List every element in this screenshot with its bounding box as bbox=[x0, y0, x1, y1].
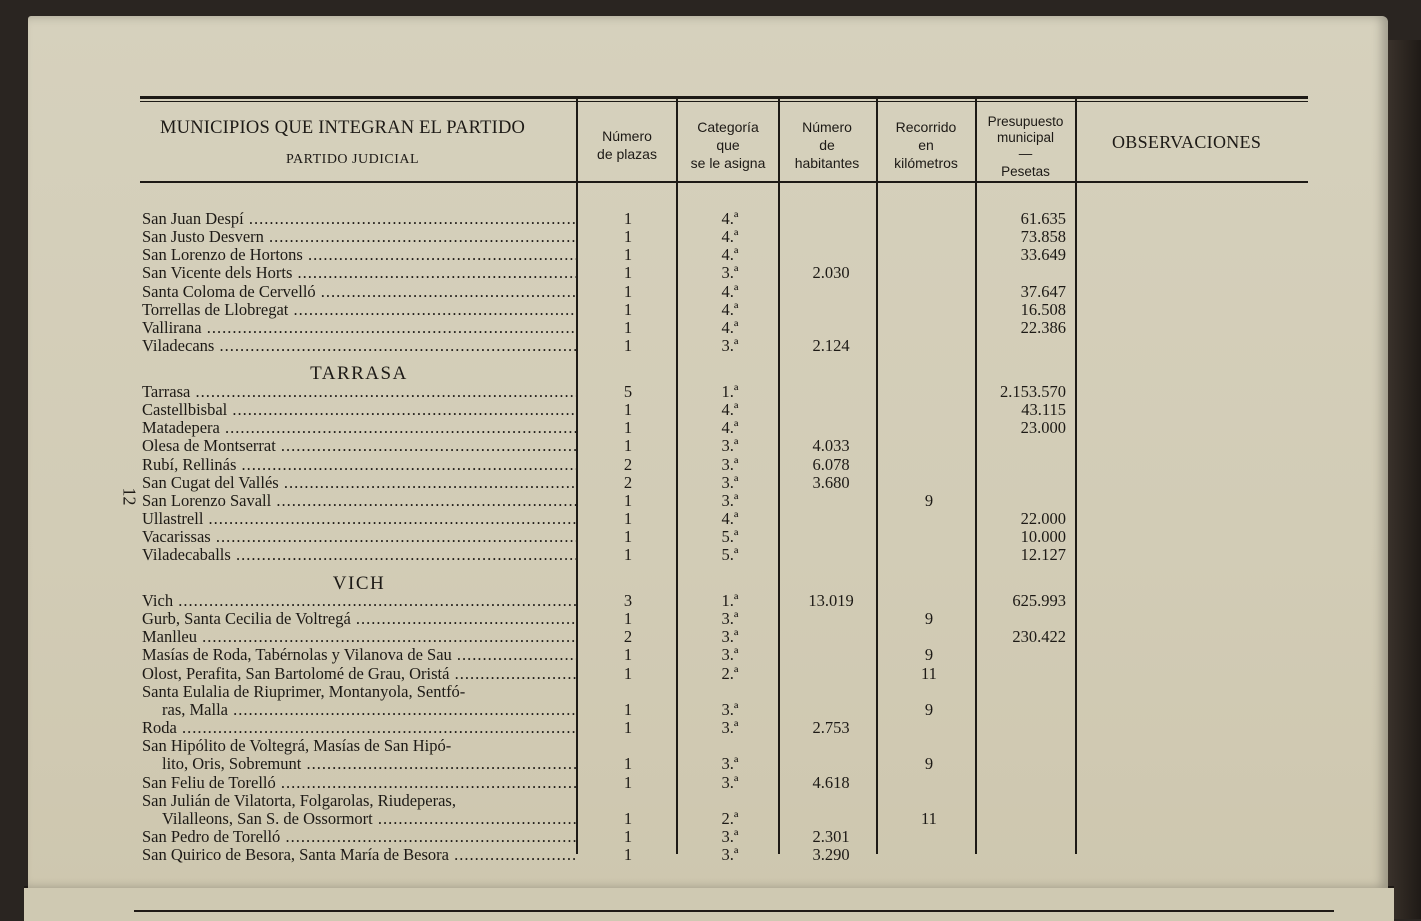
cell-pres: 61.635 bbox=[1020, 209, 1066, 228]
municipality-name: Masías de Roda, Tabérnolas y Vilanova de Sau ..... bbox=[142, 646, 576, 664]
cell-pres: 33.649 bbox=[1020, 245, 1066, 265]
cell-cat: 4.ª bbox=[721, 509, 739, 529]
table-row bbox=[0, 283, 1360, 301]
cell-km: 11 bbox=[921, 808, 937, 828]
table-row bbox=[0, 719, 1360, 737]
municipality-name: San Vicente dels Horts ..... bbox=[142, 264, 576, 282]
book-page-edge bbox=[1388, 40, 1421, 919]
cell-plazas: 1 bbox=[623, 509, 633, 529]
cell-hab: 3.680 bbox=[812, 472, 850, 492]
header-recorrido-line: en bbox=[918, 137, 934, 153]
cell-cat: 3.ª bbox=[721, 826, 739, 846]
cell-plazas: 1 bbox=[623, 400, 633, 420]
municipality-name: San Lorenzo Savall ..... bbox=[142, 492, 576, 510]
cell-cat: 3.ª bbox=[721, 627, 739, 647]
municipality-name: Matadepera ..... bbox=[142, 419, 576, 437]
cell-pres: 22.386 bbox=[1020, 317, 1066, 337]
header-presupuesto bbox=[977, 114, 1074, 180]
cell-cat: 4.ª bbox=[721, 227, 739, 247]
header-observaciones: OBSERVACIONES bbox=[1112, 132, 1262, 152]
cell-plazas: 1 bbox=[623, 227, 633, 247]
municipality-name: San Lorenzo de Hortons ..... bbox=[142, 246, 576, 264]
table-row bbox=[0, 510, 1360, 528]
cell-cat: 1.ª bbox=[721, 382, 739, 401]
table-row bbox=[0, 419, 1360, 437]
cell-cat: 3.ª bbox=[721, 454, 739, 474]
cell-cat: 2.ª bbox=[721, 663, 739, 683]
table-row bbox=[0, 846, 1360, 864]
top-rule bbox=[140, 96, 1308, 99]
table-row bbox=[0, 646, 1360, 664]
underlying-page bbox=[24, 886, 1394, 921]
cell-cat: 5.ª bbox=[721, 545, 739, 565]
header-recorrido bbox=[878, 118, 974, 172]
table-row bbox=[0, 474, 1360, 492]
municipality-name: Viladecans ..... bbox=[142, 337, 576, 355]
municipality-name: San Juan Despí ..... bbox=[142, 210, 576, 228]
municipality-name: Viladecaballs ..... bbox=[142, 546, 576, 564]
header-subtitle: PARTIDO JUDICIAL bbox=[286, 152, 420, 167]
cell-plazas: 1 bbox=[623, 772, 633, 792]
cell-km: 9 bbox=[924, 754, 934, 774]
table-row bbox=[0, 383, 1360, 401]
municipality-name: Torrellas de Llobregat ..... bbox=[142, 301, 576, 319]
cell-pres: 12.127 bbox=[1020, 545, 1066, 565]
cell-cat: 3.ª bbox=[721, 436, 739, 456]
cell-pres: 230.422 bbox=[1012, 627, 1066, 647]
header-habitantes-line: de bbox=[819, 137, 835, 153]
table-row bbox=[0, 792, 1360, 810]
cell-hab: 4.618 bbox=[812, 772, 850, 792]
cell-plazas: 1 bbox=[623, 808, 633, 828]
cell-plazas: 1 bbox=[623, 209, 633, 228]
municipality-name: Vilalleons, San S. de Ossormort ..... bbox=[162, 810, 576, 828]
table-row bbox=[0, 301, 1360, 319]
table-row bbox=[0, 755, 1360, 773]
municipality-name: San Quirico de Besora, Santa María de Besora ..... bbox=[142, 846, 576, 864]
cell-hab: 6.078 bbox=[812, 454, 850, 474]
cell-pres: 43.115 bbox=[1021, 400, 1066, 420]
header-recorrido-line: kilómetros bbox=[894, 155, 958, 171]
cell-plazas: 1 bbox=[623, 645, 633, 665]
cell-cat: 4.ª bbox=[721, 245, 739, 265]
cell-cat: 3.ª bbox=[721, 718, 739, 738]
header-categoria-line: se le asigna bbox=[690, 155, 766, 171]
cell-hab: 2.030 bbox=[812, 263, 850, 283]
cell-cat: 3.ª bbox=[721, 336, 739, 356]
table-row bbox=[0, 701, 1360, 719]
header-plazas-line: de plazas bbox=[597, 146, 657, 162]
table-row bbox=[0, 210, 1360, 228]
cell-pres: 23.000 bbox=[1020, 418, 1066, 438]
cell-km: 9 bbox=[924, 490, 934, 510]
table-row bbox=[0, 264, 1360, 282]
municipality-name: Santa Eulalia de Riuprimer, Montanyola, Sentfó- bbox=[142, 682, 466, 701]
cell-km: 11 bbox=[921, 663, 937, 683]
table-row bbox=[0, 337, 1360, 355]
header-recorrido-line: Recorrido bbox=[895, 119, 957, 135]
cell-pres: 37.647 bbox=[1020, 281, 1066, 301]
header-categoria-line: que bbox=[716, 137, 740, 153]
municipality-name: Vacarissas ..... bbox=[142, 528, 576, 546]
cell-cat: 3.ª bbox=[721, 472, 739, 492]
municipality-name: Castellbisbal ..... bbox=[142, 401, 576, 419]
cell-plazas: 1 bbox=[623, 754, 633, 774]
cell-km: 9 bbox=[924, 609, 934, 629]
cell-plazas: 1 bbox=[623, 436, 633, 456]
cell-plazas: 1 bbox=[623, 336, 633, 356]
cell-cat: 4.ª bbox=[721, 317, 739, 337]
header-presupuesto-line: municipal bbox=[996, 130, 1055, 145]
cell-cat: 4.ª bbox=[721, 281, 739, 301]
cell-plazas: 1 bbox=[623, 527, 633, 547]
table-row bbox=[0, 246, 1360, 264]
cell-plazas: 2 bbox=[623, 454, 633, 474]
municipality-name: Tarrasa ..... bbox=[142, 383, 576, 401]
table-row bbox=[0, 774, 1360, 792]
cell-hab: 2.301 bbox=[812, 826, 850, 846]
cell-cat: 3.ª bbox=[721, 645, 739, 665]
cell-km: 9 bbox=[924, 645, 934, 665]
cell-plazas: 1 bbox=[623, 663, 633, 683]
header-presupuesto-line: — bbox=[1018, 146, 1033, 161]
cell-cat: 4.ª bbox=[721, 299, 739, 319]
cell-plazas: 2 bbox=[623, 627, 633, 647]
cell-plazas: 1 bbox=[623, 845, 633, 865]
header-bottom-rule bbox=[140, 181, 1308, 183]
page-number: 12 bbox=[119, 487, 140, 506]
cell-plazas: 1 bbox=[623, 263, 633, 283]
table-row bbox=[0, 628, 1360, 646]
cell-plazas: 1 bbox=[623, 418, 633, 438]
table-row bbox=[0, 665, 1360, 683]
table-row bbox=[0, 437, 1360, 455]
cell-hab: 2.753 bbox=[812, 718, 850, 738]
header-categoria bbox=[680, 118, 776, 172]
cell-plazas: 2 bbox=[623, 472, 633, 492]
municipality-name: San Justo Desvern ..... bbox=[142, 228, 576, 246]
cell-cat: 5.ª bbox=[721, 527, 739, 547]
cell-cat: 3.ª bbox=[721, 609, 739, 629]
cell-plazas: 1 bbox=[623, 699, 633, 719]
municipality-name: San Hipólito de Voltegrá, Masías de San Hipó- bbox=[142, 737, 452, 756]
table-row bbox=[0, 319, 1360, 337]
cell-cat: 3.ª bbox=[721, 754, 739, 774]
cell-hab: 13.019 bbox=[808, 591, 854, 610]
cell-cat: 4.ª bbox=[721, 418, 739, 438]
municipality-name: Olesa de Montserrat ..... bbox=[142, 437, 576, 455]
cell-cat: 1.ª bbox=[721, 591, 739, 610]
header-presupuesto-line: Pesetas bbox=[1001, 164, 1050, 179]
header-presupuesto-line: Presupuesto bbox=[987, 114, 1064, 129]
cell-plazas: 3 bbox=[623, 591, 633, 610]
cell-pres: 16.508 bbox=[1020, 299, 1066, 319]
table-row bbox=[0, 456, 1360, 474]
municipality-name: San Feliu de Torelló ..... bbox=[142, 774, 576, 792]
table-row bbox=[0, 546, 1360, 564]
table-row bbox=[0, 828, 1360, 846]
header-habitantes-line: habitantes bbox=[794, 155, 860, 171]
table-row bbox=[0, 592, 1360, 610]
cell-pres: 10.000 bbox=[1020, 527, 1066, 547]
municipality-name: Rubí, Rellinás ..... bbox=[142, 456, 576, 474]
header-habitantes-line: Número bbox=[802, 119, 852, 135]
municipality-name: San Pedro de Torelló ..... bbox=[142, 828, 576, 846]
top-rule-thin bbox=[140, 101, 1308, 102]
table-row bbox=[0, 401, 1360, 419]
table-row bbox=[0, 737, 1360, 755]
header-plazas-line: Número bbox=[602, 128, 652, 144]
cell-pres: 22.000 bbox=[1020, 509, 1066, 529]
cell-cat: 3.ª bbox=[721, 845, 739, 865]
cell-plazas: 1 bbox=[623, 545, 633, 565]
cell-cat: 3.ª bbox=[721, 772, 739, 792]
header-categoria-line: Categoría bbox=[697, 119, 759, 135]
header-habitantes bbox=[780, 118, 874, 172]
underlying-page-rule bbox=[134, 910, 1334, 912]
section-heading-tarrasa: TARRASA bbox=[310, 363, 408, 384]
cell-cat: 3.ª bbox=[721, 490, 739, 510]
municipality-name: lito, Oris, Sobremunt ..... bbox=[162, 755, 576, 773]
municipality-name: Olost, Perafita, San Bartolomé de Grau, Oristá ..... bbox=[142, 665, 576, 683]
cell-plazas: 1 bbox=[623, 609, 633, 629]
table-row bbox=[0, 610, 1360, 628]
header-plazas bbox=[580, 127, 674, 163]
cell-pres: 625.993 bbox=[1012, 591, 1066, 610]
municipality-name: Ullastrell ..... bbox=[142, 510, 576, 528]
table-row bbox=[0, 228, 1360, 246]
municipality-name: Manlleu ..... bbox=[142, 628, 576, 646]
table-row bbox=[0, 492, 1360, 510]
cell-pres: 73.858 bbox=[1020, 227, 1066, 247]
cell-plazas: 1 bbox=[623, 245, 633, 265]
table-row bbox=[0, 683, 1360, 701]
cell-plazas: 5 bbox=[623, 382, 633, 401]
cell-km: 9 bbox=[924, 699, 934, 719]
cell-plazas: 1 bbox=[623, 281, 633, 301]
cell-plazas: 1 bbox=[623, 317, 633, 337]
municipality-name: Santa Coloma de Cervelló ..... bbox=[142, 283, 576, 301]
table-row bbox=[0, 810, 1360, 828]
cell-cat: 4.ª bbox=[721, 209, 739, 228]
cell-cat: 3.ª bbox=[721, 263, 739, 283]
cell-hab: 3.290 bbox=[812, 845, 850, 865]
municipality-name: Roda ..... bbox=[142, 719, 576, 737]
municipality-name: Gurb, Santa Cecilia de Voltregá ..... bbox=[142, 610, 576, 628]
cell-plazas: 1 bbox=[623, 299, 633, 319]
municipality-name: Vich ..... bbox=[142, 592, 576, 610]
cell-plazas: 1 bbox=[623, 718, 633, 738]
section-heading-vich: VICH bbox=[332, 573, 386, 594]
municipality-name: ras, Malla ..... bbox=[162, 701, 576, 719]
cell-hab: 4.033 bbox=[812, 436, 850, 456]
header-title: MUNICIPIOS QUE INTEGRAN EL PARTIDO bbox=[160, 118, 526, 138]
municipality-name: San Julián de Vilatorta, Folgarolas, Riudeperas, bbox=[142, 791, 456, 810]
cell-plazas: 1 bbox=[623, 826, 633, 846]
municipality-name: Vallirana ..... bbox=[142, 319, 576, 337]
cell-cat: 4.ª bbox=[721, 400, 739, 420]
cell-hab: 2.124 bbox=[812, 336, 850, 356]
cell-pres: 2.153.570 bbox=[1000, 382, 1066, 401]
cell-plazas: 1 bbox=[623, 490, 633, 510]
municipality-name: San Cugat del Vallés ..... bbox=[142, 474, 576, 492]
table-row bbox=[0, 528, 1360, 546]
cell-cat: 3.ª bbox=[721, 699, 739, 719]
cell-cat: 2.ª bbox=[721, 808, 739, 828]
